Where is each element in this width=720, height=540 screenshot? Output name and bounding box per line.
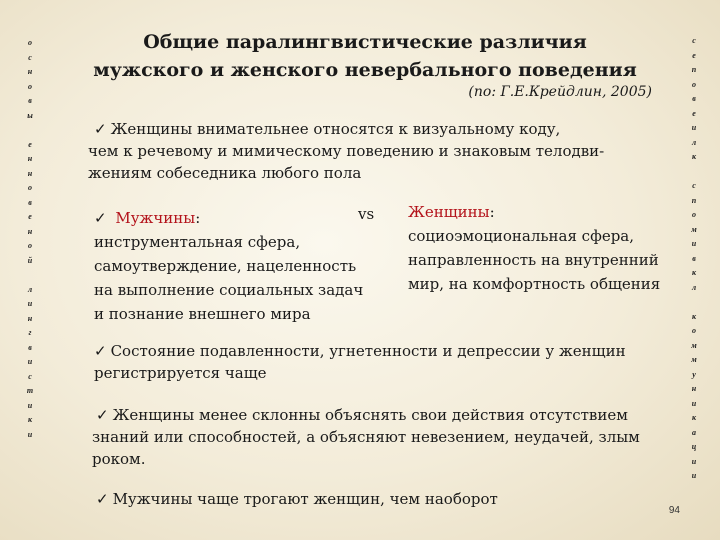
vertical-letter: н xyxy=(691,384,697,393)
vertical-letter xyxy=(29,268,31,283)
vertical-letter: л xyxy=(691,137,697,147)
vertical-letter: и xyxy=(27,429,33,439)
vertical-letter: п xyxy=(691,195,697,205)
men-trait-line: самоутверждение, нацеленность xyxy=(94,257,357,275)
check-icon: ✓ xyxy=(94,342,107,360)
men-trait-line: и познание внешнего мира xyxy=(94,305,311,323)
vertical-letter: к xyxy=(691,311,697,321)
vertical-letter: с xyxy=(692,181,696,190)
women-traits xyxy=(408,224,688,296)
vertical-letter: и xyxy=(691,398,697,408)
vertical-letter xyxy=(29,123,31,138)
bullet-1: ✓ Женщины внимательнее относятся к визуальному коду, чем к речевому и мимическому поведению и знаковым телодви- жениям собеседника любого пола xyxy=(88,120,605,182)
vertical-letter: н xyxy=(27,313,33,323)
vertical-letter: а xyxy=(692,427,696,437)
check-icon: ✓ xyxy=(94,209,107,227)
vertical-letter: в xyxy=(28,197,32,207)
men-trait-line: на выполнение социальных задач xyxy=(94,281,364,299)
vertical-letter: е xyxy=(28,139,32,149)
right-vertical-text xyxy=(686,34,702,484)
vertical-letter: к xyxy=(691,413,697,422)
men-column: ✓ Мужчины: vs инструментальная сфера, самоутверждение, нацеленность на выполнение социальных задач и познание внешнего мира xyxy=(94,206,394,326)
vertical-letter: и xyxy=(27,357,33,366)
vertical-letter: о xyxy=(692,210,696,219)
vertical-letter: к xyxy=(691,152,697,161)
vertical-letter: н xyxy=(27,154,33,163)
women-column: Женщины: социоэмоциональная сфера, направленность на внутренний мир, на комфортность общения xyxy=(408,200,688,296)
bullet-3: ✓ Женщины менее склонны объяснять свои действия отсутствием знаний или способностей, а объясняют невезением, неудачей, злым роком. xyxy=(92,406,640,468)
vertical-letter: м xyxy=(691,224,697,234)
vertical-letter: м xyxy=(691,340,697,350)
check-icon: ✓ xyxy=(94,120,107,138)
vertical-letter: у xyxy=(692,369,696,379)
vertical-letter: м xyxy=(691,355,697,364)
men-label: Мужчины xyxy=(115,209,196,227)
vertical-letter: л xyxy=(27,284,33,294)
left-vertical-text xyxy=(22,36,38,442)
vertical-letter: о xyxy=(692,79,696,89)
vertical-letter: о xyxy=(28,183,32,192)
vertical-letter: г xyxy=(28,328,32,337)
vs-label: vs xyxy=(358,205,375,223)
vertical-letter: ы xyxy=(27,110,33,120)
vertical-letter: с xyxy=(28,52,32,62)
vertical-letter: в xyxy=(692,94,696,103)
vertical-letter: п xyxy=(691,65,697,74)
bullet-2: ✓ Состояние подавленности, угнетенности и депрессии у женщин регистрируется чаще xyxy=(94,342,626,382)
women-trait-line: направленность на внутренний xyxy=(408,251,659,269)
vertical-letter: ц xyxy=(691,442,697,451)
vertical-letter: о xyxy=(692,326,696,335)
vertical-letter: в xyxy=(692,253,696,263)
women-trait-line: мир, на комфортность общения xyxy=(408,275,661,293)
vertical-letter: о xyxy=(28,38,32,47)
check-icon: ✓ xyxy=(96,406,109,424)
vertical-letter: в xyxy=(28,96,32,105)
vertical-letter: л xyxy=(691,282,697,292)
vertical-letter: и xyxy=(27,400,33,410)
vertical-letter: н xyxy=(27,226,33,236)
vertical-letter: е xyxy=(692,108,696,118)
title-line-2: мужского и женского невербального поведения xyxy=(93,59,637,81)
vertical-letter xyxy=(693,295,695,310)
vertical-letter: с xyxy=(692,36,696,45)
vertical-letter: й xyxy=(27,255,33,265)
vertical-letter: е xyxy=(28,212,32,221)
vertical-letter: е xyxy=(692,50,696,60)
vertical-letter: о xyxy=(28,241,32,250)
vertical-letter: н xyxy=(27,168,33,178)
bullet-4: ✓ Мужчины чаще трогают женщин, чем наоборот xyxy=(96,490,498,508)
vertical-letter: и xyxy=(691,123,697,132)
vertical-letter: в xyxy=(28,342,32,352)
citation-subtitle: (по: Г.Е.Крейдлин, 2005) xyxy=(468,84,652,100)
vertical-letter: н xyxy=(27,67,33,76)
vertical-letter: и xyxy=(691,471,697,480)
vertical-letter: и xyxy=(691,239,697,248)
women-trait-line: социоэмоциональная сфера, xyxy=(408,227,635,245)
page-number: 94 xyxy=(668,505,680,516)
vertical-letter: и xyxy=(691,456,697,466)
vertical-letter: к xyxy=(691,268,697,277)
vertical-letter: т xyxy=(26,386,34,395)
men-trait-line: инструментальная сфера, xyxy=(94,233,301,251)
title-line-1: Общие паралингвистические различия xyxy=(143,31,587,53)
vertical-letter: с xyxy=(28,371,32,381)
vertical-letter: о xyxy=(28,81,32,91)
vertical-letter xyxy=(693,165,695,180)
page-title xyxy=(40,28,690,84)
check-icon: ✓ xyxy=(96,490,109,508)
vertical-letter: и xyxy=(27,299,33,308)
women-label: Женщины xyxy=(408,203,490,221)
vertical-letter: к xyxy=(27,415,33,424)
men-traits xyxy=(94,230,394,326)
